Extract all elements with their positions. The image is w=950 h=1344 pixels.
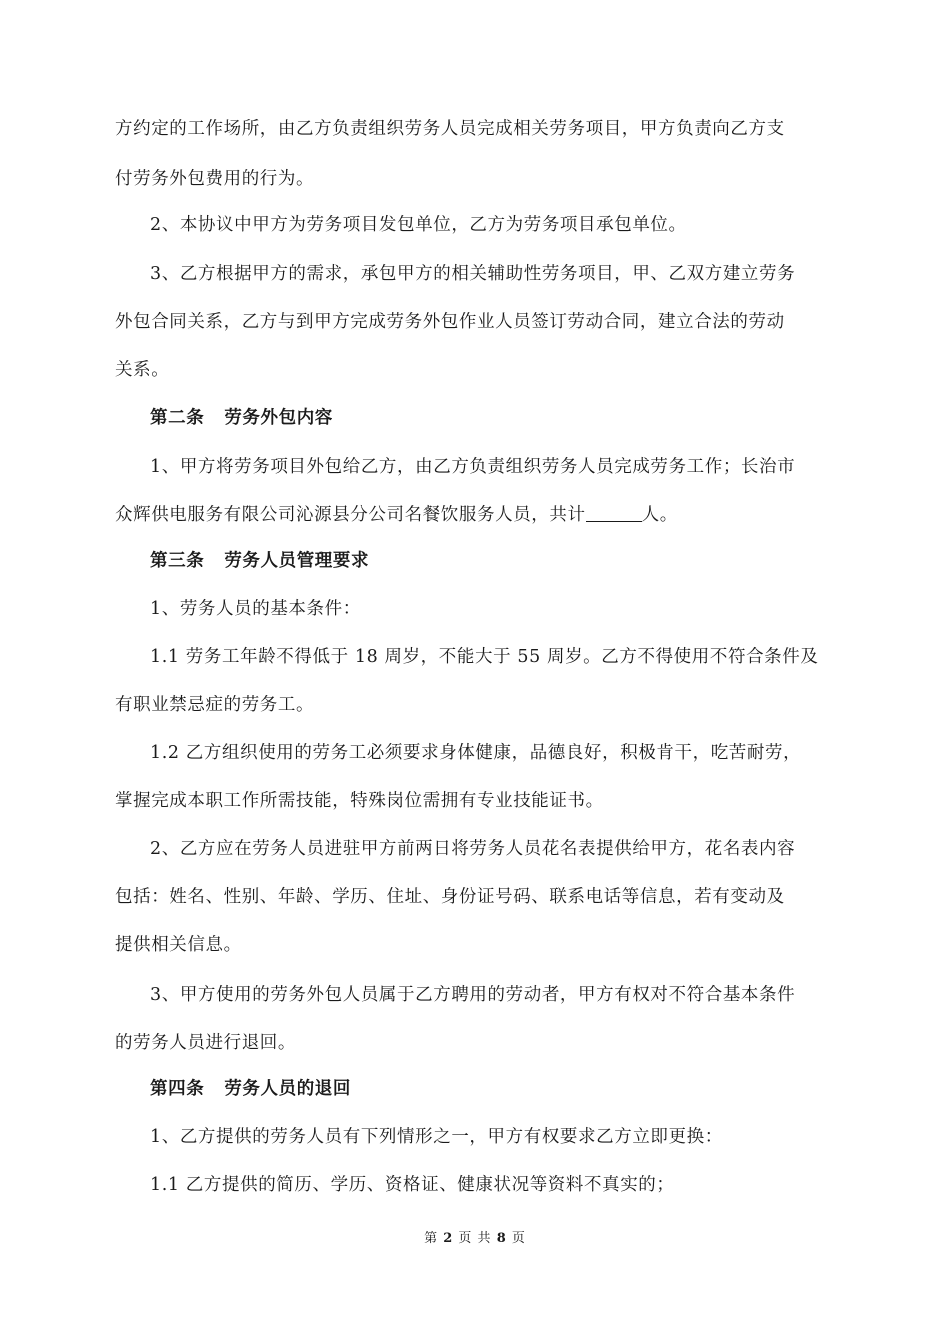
- footer-middle: 页 共: [458, 1231, 492, 1246]
- paragraph-line: 1.1 劳务工年龄不得低于 18 周岁，不能大于 55 周岁。乙方不得使用不符合条件及: [150, 647, 819, 667]
- paragraph-line: 1、甲方将劳务项目外包给乙方，由乙方负责组织劳务人员完成劳务工作；长治市: [150, 457, 796, 477]
- fill-in-blank: [586, 503, 642, 522]
- article-title: 劳务人员的退回: [224, 1079, 352, 1099]
- current-page-number: 2: [443, 1231, 454, 1246]
- total-page-number: 8: [496, 1231, 507, 1246]
- paragraph-line: 1.2 乙方组织使用的劳务工必须要求身体健康，品德良好，积极肯干，吃苦耐劳，: [150, 743, 802, 763]
- paragraph-line: 3、乙方根据甲方的需求，承包甲方的相关辅助性劳务项目，甲、乙双方建立劳务: [150, 264, 796, 284]
- paragraph-line: 掌握完成本职工作所需技能，特殊岗位需拥有专业技能证书。: [115, 791, 604, 811]
- paragraph-text: 众辉供电服务有限公司沁源县分公司名餐饮服务人员，共计: [115, 505, 586, 525]
- paragraph-text: 人。: [641, 505, 678, 525]
- article-2-heading: [150, 406, 837, 430]
- paragraph-line: 有职业禁忌症的劳务工。: [115, 695, 315, 715]
- paragraph-line: 1、乙方提供的劳务人员有下列情形之一，甲方有权要求乙方立即更换：: [150, 1127, 723, 1147]
- paragraph-line: 方约定的工作场所，由乙方负责组织劳务人员完成相关劳务项目，甲方负责向乙方支: [115, 119, 785, 139]
- footer-prefix: 第: [424, 1231, 439, 1246]
- paragraph-line: 外包合同关系，乙方与到甲方完成劳务外包作业人员签订劳动合同，建立合法的劳动: [115, 312, 785, 332]
- article-number: 第三条: [150, 551, 205, 571]
- paragraph-line: 关系。: [115, 360, 170, 380]
- paragraph-line: 提供相关信息。: [115, 935, 242, 955]
- article-title: 劳务人员管理要求: [224, 551, 370, 571]
- article-3-heading: [150, 549, 837, 573]
- paragraph-line: 2、乙方应在劳务人员进驻甲方前两日将劳务人员花名表提供给甲方，花名表内容: [150, 839, 796, 859]
- paragraph-line: 1.1 乙方提供的简历、学历、资格证、健康状况等资料不真实的；: [150, 1175, 675, 1195]
- paragraph-line: 3、甲方使用的劳务外包人员属于乙方聘用的劳动者，甲方有权对不符合基本条件: [150, 985, 796, 1005]
- paragraph-line: 包括：姓名、性别、年龄、学历、住址、身份证号码、联系电话等信息，若有变动及: [115, 887, 785, 907]
- paragraph-line: 付劳务外包费用的行为。: [115, 169, 315, 189]
- paragraph-line: 的劳务人员进行退回。: [115, 1033, 296, 1053]
- paragraph-line: 2、本协议中甲方为劳务项目发包单位，乙方为劳务项目承包单位。: [150, 215, 687, 235]
- article-title: 劳务外包内容: [224, 408, 333, 428]
- page-footer: [0, 1230, 950, 1248]
- article-number: 第二条: [150, 408, 205, 428]
- footer-suffix: 页: [511, 1231, 526, 1246]
- article-number: 第四条: [150, 1079, 205, 1099]
- paragraph-line: 1、劳务人员的基本条件：: [150, 599, 361, 619]
- article-4-heading: [150, 1077, 837, 1101]
- paragraph-line: [115, 503, 837, 527]
